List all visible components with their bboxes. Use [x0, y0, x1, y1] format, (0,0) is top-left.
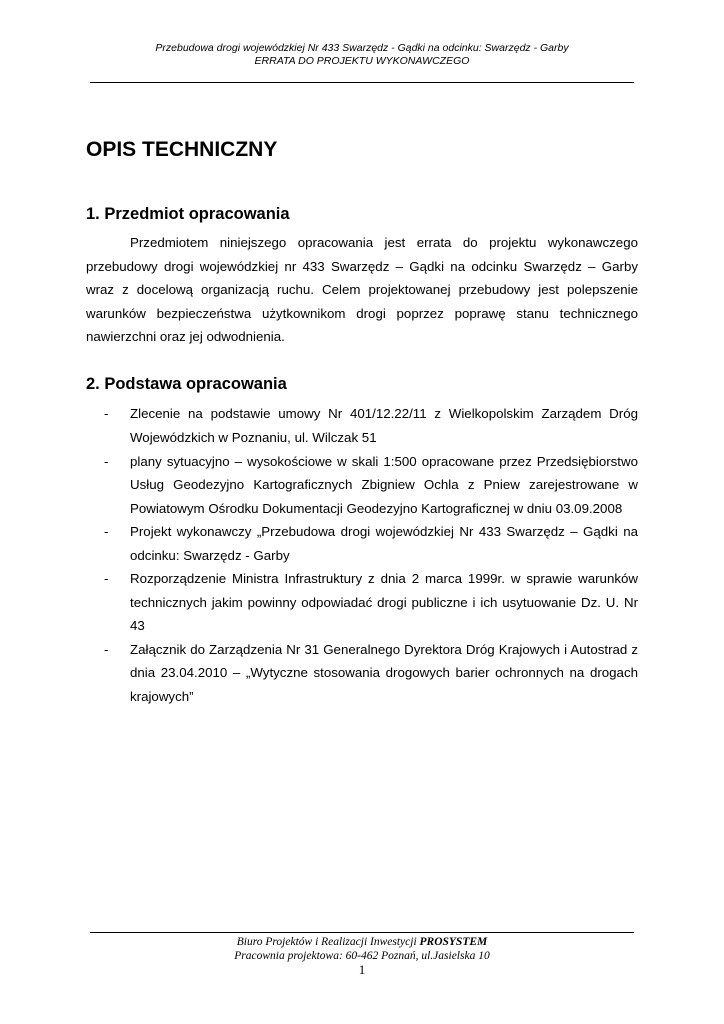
document-title: OPIS TECHNICZNY [86, 138, 278, 161]
page-header [90, 42, 634, 68]
header-document-type: ERRATA DO PROJEKTU WYKONAWCZEGO [254, 55, 470, 67]
page-number: 1 [358, 962, 366, 977]
section-2-heading: 2. Podstawa opracowania [86, 375, 287, 393]
footer-company-name: Biuro Projektów i Realizacji Inwestycji [236, 936, 417, 948]
bullet-dash: - [104, 641, 109, 657]
list-item [86, 402, 638, 449]
footer-brand: PROSYSTEM [419, 936, 488, 948]
list-item-text: Zlecenie na podstawie umowy Nr 401/12.22/11 z Wielkopolskim Zarządem Dróg Wojewódzkich w Poznaniu, ul. Wilczak 51 [130, 406, 638, 445]
bullet-dash: - [104, 524, 109, 539]
section-1-paragraph: Przedmiotem niniejszego opracowania jest errata do projektu wykonawczego przebudowy drogi wojewódzkiej nr 433 Swarzędz – Gądki na odcinku Swarzędz – Garby wraz z docelową organizacją ruchu. Celem projektowanej przebudowy jest polepszenie warunków bezpieczeństwa użytkownikom drogi poprzez poprawę stanu technicznego nawierzchni oraz jej odwodnienia. [86, 235, 638, 344]
footer-divider [90, 932, 634, 933]
bullet-dash: - [104, 571, 109, 586]
page-footer [90, 935, 634, 963]
header-project-title: Przebudowa drogi wojewódzkiej Nr 433 Swarzędz - Gądki na odcinku: Swarzędz - Garby [155, 42, 569, 54]
list-item [86, 567, 638, 638]
header-divider [90, 82, 634, 83]
section-1-heading: 1. Przedmiot opracowania [86, 205, 290, 223]
bullet-dash: - [104, 406, 109, 421]
reference-list [86, 402, 638, 708]
footer-company-line [90, 935, 634, 949]
footer-address: Pracownia projektowa: 60-462 Poznań, ul.Jasielska 10 [234, 950, 490, 962]
list-item [86, 450, 638, 521]
list-item-text: Załącznik do Zarządzenia Nr 31 Generalnego Dyrektora Dróg Krajowych i Autostrad z dnia 23.04.2010 – „Wytyczne stosowania drogowych barier ochronnych na drogach krajowych” [130, 641, 638, 704]
bullet-dash: - [104, 453, 109, 469]
list-item [86, 638, 638, 709]
list-item-text: Rozporządzenie Ministra Infrastruktury z dnia 2 marca 1999r. w sprawie warunków technicznych jakim powinny odpowiadać drogi publiczne i ich usytuowanie Dz. U. Nr 43 [130, 571, 638, 633]
list-item-text: plany sytuacyjno – wysokościowe w skali 1:500 opracowane przez Przedsiębiorstwo Usług Geodezyjno Kartograficznych Zbigniew Ochla z Pniew zarejestrowane w Powiatowym Ośrodku Dokumentacji Geodezyjno Kartograficznej w dniu 03.09.2008 [130, 453, 638, 516]
list-item [86, 520, 638, 567]
list-item-text: Projekt wykonawczy „Przebudowa drogi wojewódzkiej Nr 433 Swarzędz – Gądki na odcinku: Swarzędz - Garby [130, 524, 638, 563]
